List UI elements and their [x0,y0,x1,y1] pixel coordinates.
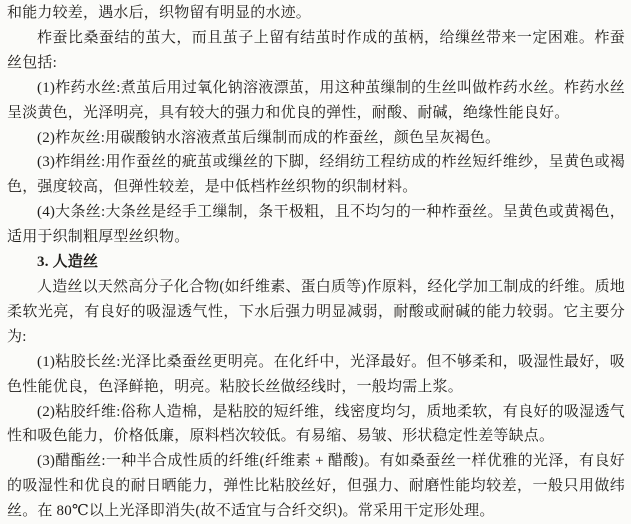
paragraph: 人造丝以天然高分子化合物(如纤维素、蛋白质等)作原料，经化学加工制成的纤维。质地柔软光亮，有良好的吸湿透气性，下水后强力明显减弱，耐酸或耐碱的能力较弱。它主要分为: [7,278,625,345]
list-item-2-zuohui-silk: (2)柞灰丝:用碳酸钠水溶液煮茧后缫制而成的柞蚕丝，颜色呈灰褐色。 [37,129,501,146]
list-item-2-viscose-fiber: (2)粘胶纤维:俗称人造棉，是粘胶的短纤维，线密度均匀，质地柔软，有良好的吸湿透气性和吸色能力，价格低廉，原料档次较低。有易缩、易皱、形状稳定性差等缺点。 [7,403,625,445]
list-item-1-viscose-filament: (1)粘胶长丝:光泽比桑蚕丝更明亮。在化纤中，光泽最好。但不够柔和，吸湿性最好，吸色性能优良，色泽鲜艳，明亮。粘胶长丝做经线时，一般均需上浆。 [7,353,625,395]
list-item-1-zuoyao-silk: (1)柞药水丝:煮茧后用过氧化钠溶液漂茧，用这种茧缫制的生丝叫做柞药水丝。柞药水丝呈淡黄色，光泽明亮，具有较大的强力和优良的弹性，耐酸、耐碱，绝缘性能良好。 [7,79,625,121]
list-item-3-zuojuan-silk: (3)柞绢丝:用作蚕丝的疵茧或缫丝的下脚，经绢纺工程纺成的柞丝短纤维纱，呈黄色或褐色，强度较高，但弹性较差，是中低档柞丝织物的织制材料。 [7,154,625,196]
paragraph-continuation: 和能力较差，遇水后，织物留有明显的水迹。 [7,5,312,21]
paragraph: 柞蚕比桑蚕结的茧大，而且茧子上留有结茧时作成的茧柄，给缫丝带来一定困难。柞蚕丝包括: [7,29,625,71]
list-item-3-acetate-silk: (3)醋酯丝:一种半合成性质的纤维(纤维素 + 醋酸)。有如桑蚕丝一样优雅的光泽，有良好的吸湿性和优良的耐日晒能力，弹性比粘胶丝好，但强力、耐磨性能均较差，一般只用做纬丝。在 80℃以上光泽即消失(故不适宜与合纤交织)。常采用干定形处理。 [7,453,625,520]
section-heading-rayon: 3. 人造丝 [37,254,99,271]
list-item-4-datiao-silk: (4)大条丝:大条丝是经手工缫制，条干极粗，且不均匀的一种柞蚕丝。呈黄色或黄褐色，适用于织制粗厚型丝织物。 [7,204,625,246]
